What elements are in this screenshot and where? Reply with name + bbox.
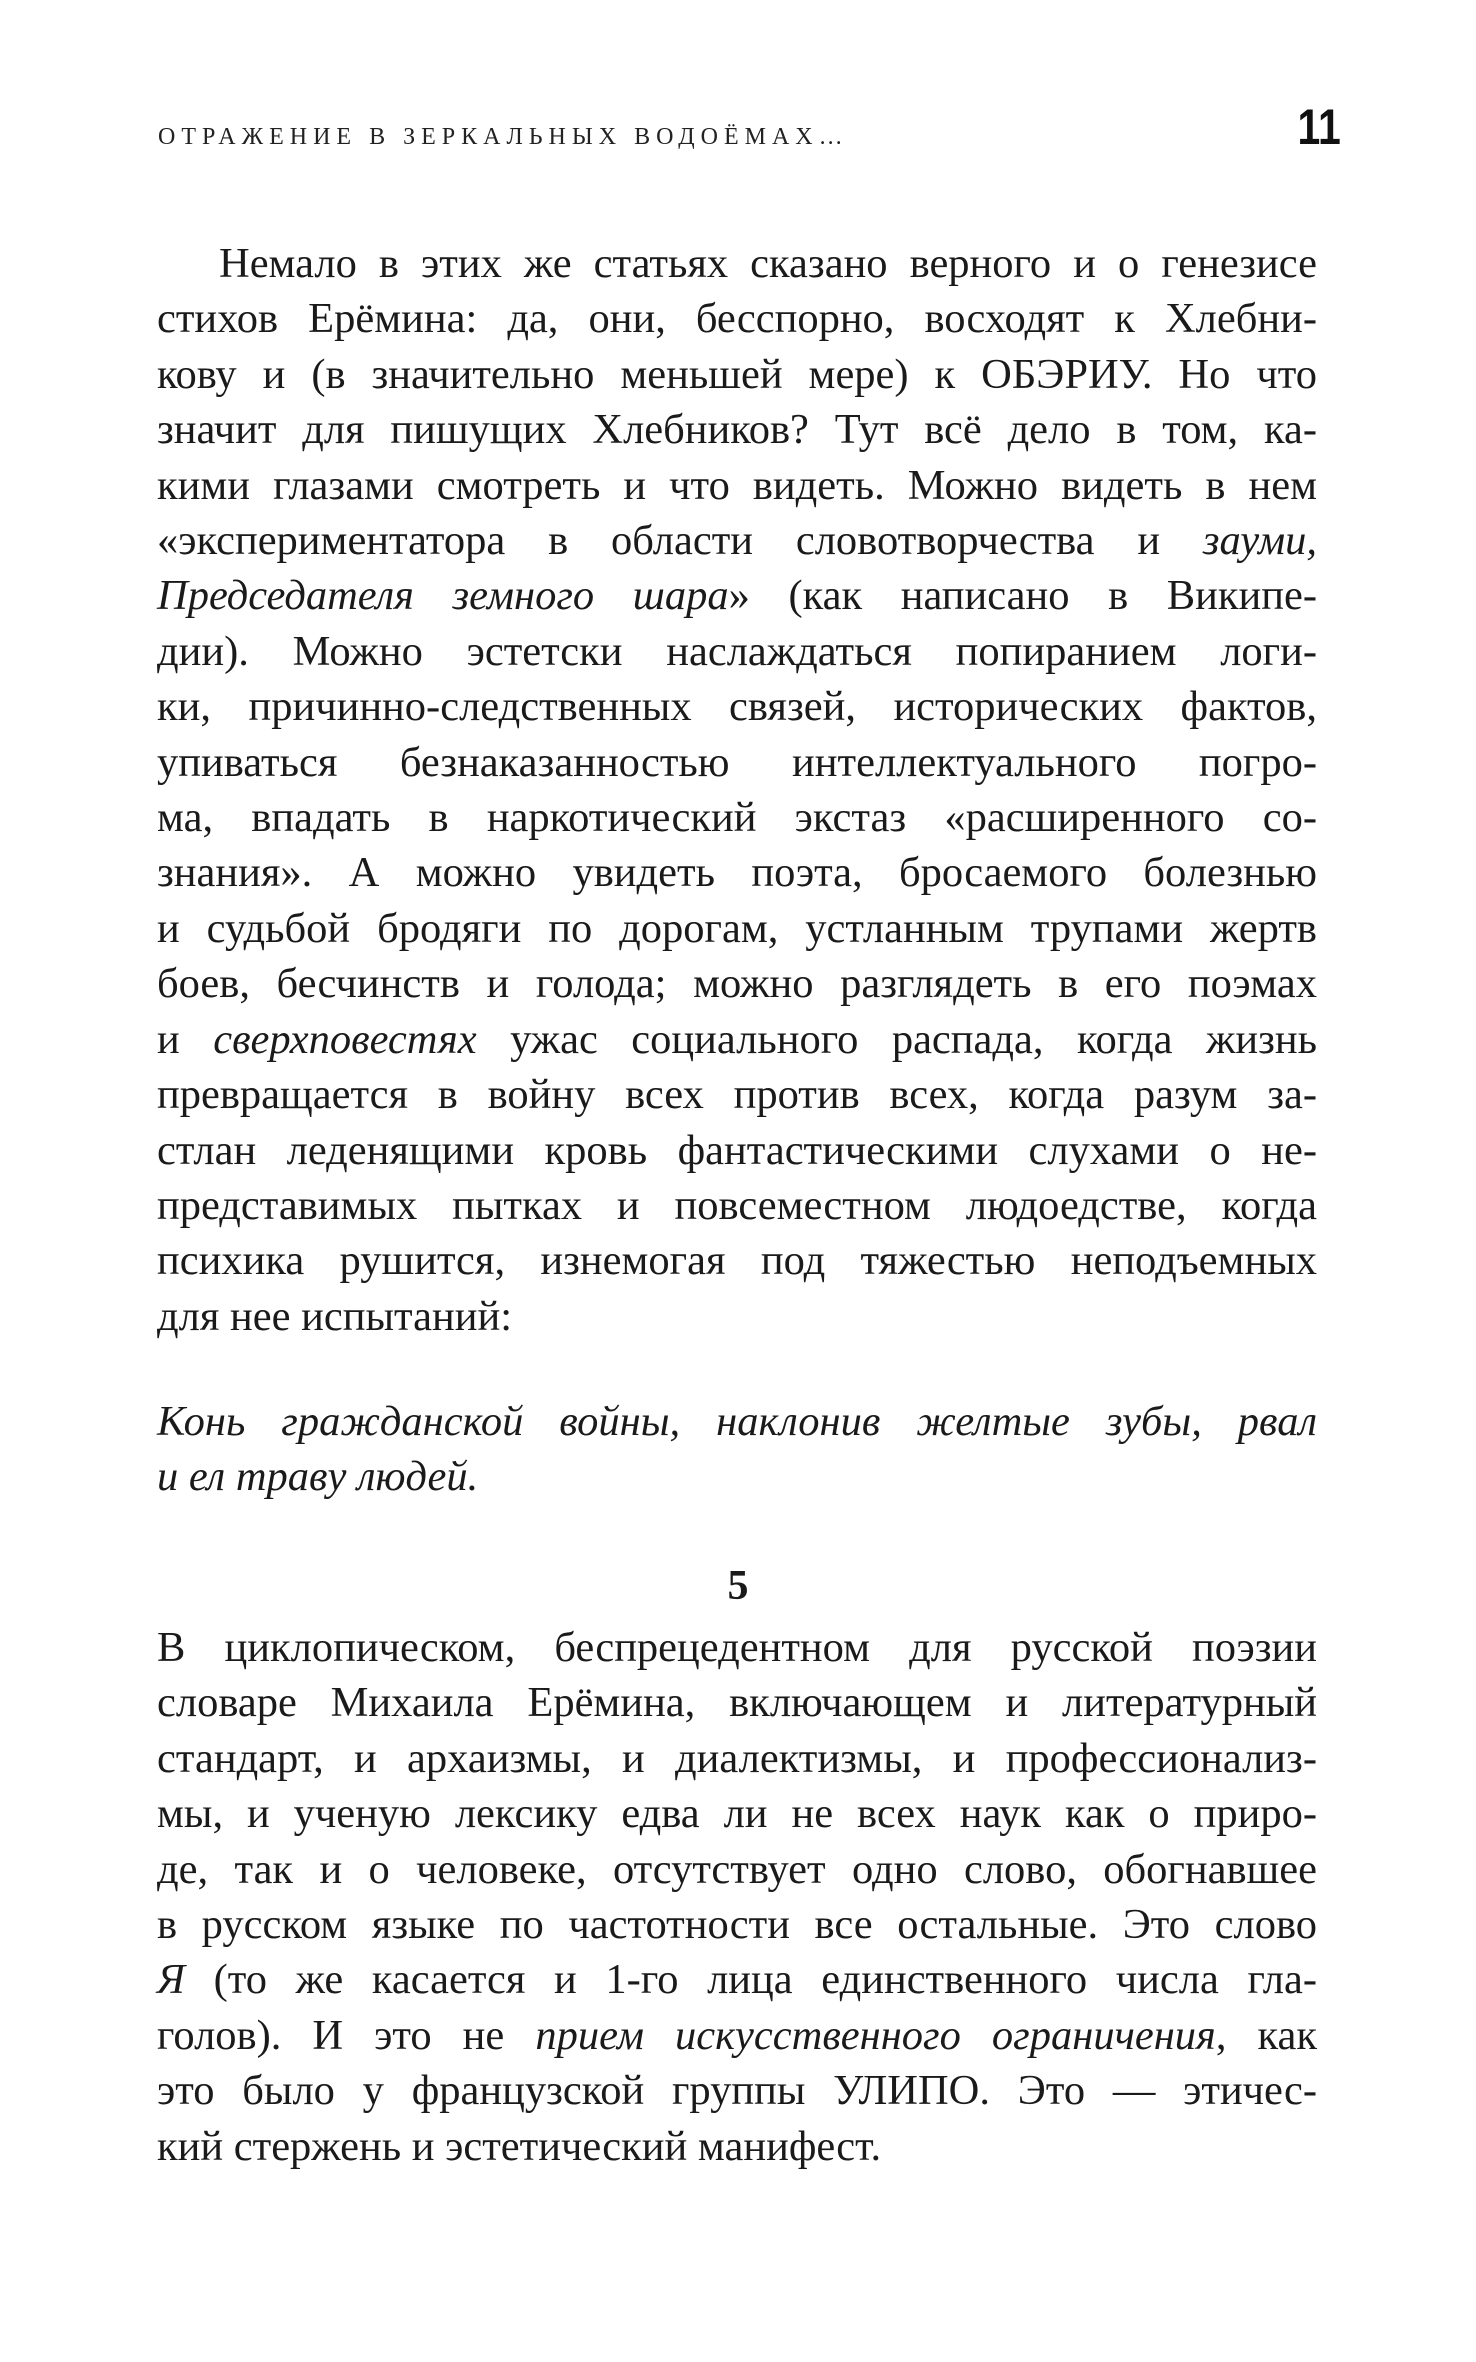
text-line: боев, бесчинств и голода; можно разглядеть в его поэмах [157, 960, 1317, 1008]
italic-run: прием искусственного ограничения [535, 2011, 1216, 2059]
italic-run: Председателя земного шара [157, 572, 729, 620]
text-line: мы, и ученую лексику едва ли не всех наук как о приро- [157, 1790, 1317, 1838]
running-title: ОТРАЖЕНИЕ В ЗЕРКАЛЬНЫХ ВОДОЁМАХ… [158, 124, 849, 150]
text-line: значит для пишущих Хлебников? Тут всё дело в том, ка- [157, 406, 1317, 454]
text-line: превращается в войну всех против всех, когда разум за- [157, 1071, 1317, 1119]
text-line: де, так и о человеке, отсутствует одно слово, обогнавшее [157, 1845, 1317, 1893]
text-line: стихов Ерёмина: да, они, бесспорно, восходят к Хлебни- [157, 295, 1317, 343]
text-run: ужас социального распада, когда жизнь [476, 1015, 1318, 1063]
text-line: кову и (в значительно меньшей мере) к ОБЭРИУ. Но что [157, 350, 1317, 398]
text-line: словаре Михаила Ерёмина, включающем и литературный [157, 1679, 1317, 1727]
text-line [157, 2008, 1317, 2063]
text-line: кими глазами смотреть и что видеть. Можно видеть в нем [157, 461, 1317, 509]
text-line: стандарт, и архаизмы, и диалектизмы, и профессионализ- [157, 1734, 1317, 1782]
text-run: , как [1215, 2011, 1317, 2059]
text-line: в русском языке по частотности все остальные. Это слово [157, 1901, 1317, 1949]
text-line: знания». А можно увидеть поэта, бросаемого болезнью [157, 849, 1317, 897]
page-number: 11 [1297, 99, 1341, 155]
section-number: 5 [727, 1563, 749, 1609]
text-run: » (как написано в Википе- [728, 572, 1317, 620]
text-line: для нее испытаний: [157, 1292, 513, 1340]
text-run: и [157, 1015, 214, 1063]
text-line: ки, причинно-следственных связей, исторических фактов, [157, 683, 1317, 731]
text-run: (то же касается и 1-го лица единственного числа гла- [184, 1956, 1317, 2004]
poem-quote [157, 1394, 1317, 1505]
italic-run: Я [157, 1956, 185, 2004]
text-line [157, 568, 1317, 623]
text-line: кий стержень и эстетический манифест. [157, 2122, 882, 2170]
text-line [157, 513, 1317, 568]
text-line: ма, впадать в наркотический экстаз «расширенного со- [157, 794, 1317, 842]
text-run: «экспериментатора в области словотворчества и [157, 517, 1203, 565]
text-line: это было у французской группы УЛИПО. Это — этичес- [157, 2067, 1317, 2115]
text-line: Немало в этих же статьях сказано верного и о генезисе [219, 240, 1317, 287]
text-line [157, 1952, 1317, 2007]
text-line: стлан леденящими кровь фантастическими слухами о не- [157, 1126, 1317, 1174]
quote-line: Конь гражданской войны, наклонив желтые зубы, рвал [157, 1398, 1317, 1445]
text-line: психика рушится, изнемогая под тяжестью неподъемных [157, 1237, 1317, 1285]
italic-run: сверхповестях [213, 1015, 477, 1063]
text-line: и судьбой бродяги по дорогам, устланным трупами жертв [157, 904, 1317, 952]
paragraph-1 [157, 236, 1317, 1344]
italic-run: зауми, [1202, 517, 1317, 565]
text-line: дии). Можно эстетски наслаждаться попиранием логи- [157, 627, 1317, 675]
quote-line: и ел траву людей. [157, 1453, 479, 1501]
text-run: голов). И это не [157, 2011, 536, 2059]
text-line: представимых пытках и повсеместном людоедстве, когда [157, 1181, 1317, 1229]
text-line: упиваться безнаказанностью интеллектуального погро- [157, 738, 1317, 786]
paragraph-2 [157, 1620, 1317, 2174]
text-line: В циклопическом, беспрецедентном для русской поэзии [157, 1624, 1317, 1671]
text-line [157, 1012, 1317, 1067]
